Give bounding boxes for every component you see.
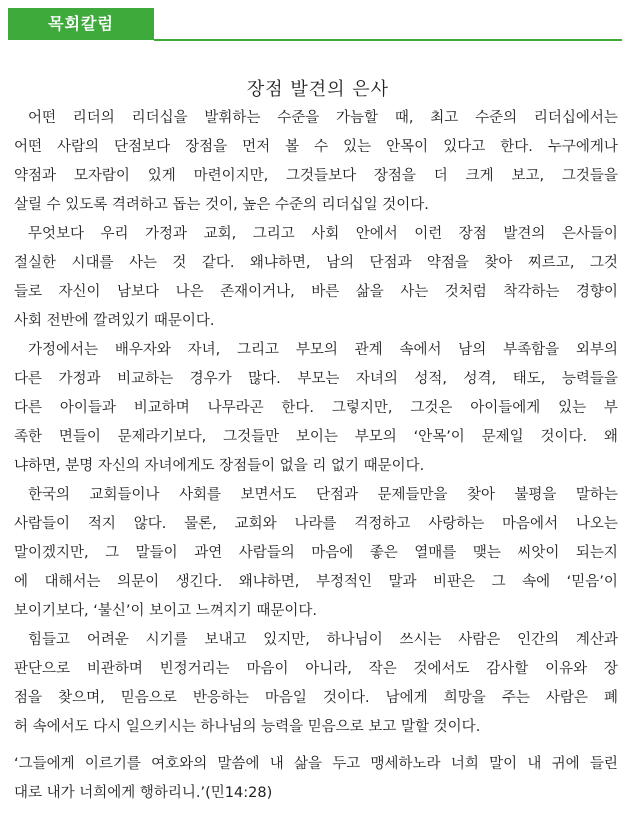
body-text-line: 살릴 수 있도록 격려하고 돕는 것이, 높은 수준의 리더십일 것이다. [14,197,429,213]
body-text-line: 들로 자신이 남보다 나은 존재이거나, 바른 삶을 사는 것처럼 착각하는 경향이 [14,284,618,300]
body-text-line: 약점과 모자람이 있게 마련이지만, 그것들보다 장점을 더 크게 보고, 그것들을 [14,168,618,184]
body-text-line: 어떤 사람의 단점보다 장점을 먼저 볼 수 있는 안목이 있다고 한다. 누구에게나 [14,139,618,155]
column-category-tab: 목회칼럼 [8,8,154,40]
body-text-line: 가정에서는 배우자와 자녀, 그리고 부모의 관계 속에서 남의 부족함을 외부의 [28,342,618,358]
article-title: 장점 발견의 은사 [246,79,390,100]
scripture-quote [14,750,618,808]
body-text-line: 허 속에서도 다시 일으키시는 하나님의 능력을 믿음으로 보고 말할 것이다. [14,719,481,735]
body-text-line: 판단으로 비관하며 빈정거리는 마음이 아니라, 작은 것에서도 감사할 이유와 장 [14,661,618,677]
body-text-line: 다른 가정과 비교하는 경우가 많다. 부모는 자녀의 성적, 성격, 태도, 능력들을 [14,371,618,387]
header-divider [154,39,622,41]
article-body [14,104,618,742]
body-text-line: 사람들이 적지 않다. 물론, 교회와 나라를 걱정하고 사랑하는 마음에서 나오는 [14,516,618,532]
body-text-line: 힘들고 어려운 시기를 보내고 있지만, 하나님이 쓰시는 사람은 인간의 계산과 [28,632,618,648]
body-text-line: 냐하면, 분명 자신의 자녀에게도 장점들이 없을 리 없기 때문이다. [14,458,425,474]
body-text-line: 말이겠지만, 그 말들이 과연 사람들의 마음에 좋은 열매를 맺는 씨앗이 되는지 [14,545,618,561]
body-text-line: 보이기보다, ‘불신’이 보이고 느껴지기 때문이다. [14,603,318,619]
body-text-line: 점을 찾으며, 믿음으로 반응하는 마음일 것이다. 남에게 희망을 주는 사람은 폐 [14,690,618,706]
quote-text-line: 대로 내가 너희에게 행하리니.’(민14:28) [14,785,273,801]
body-text-line: 족한 면들이 문제라기보다, 그것들만 보이는 부모의 ‘안목’이 문제일 것이다. 왜 [14,429,618,445]
body-text-line: 한국의 교회들이나 사회를 보면서도 단점과 문제들만을 찾아 불평을 말하는 [28,487,618,503]
body-text-line: 무엇보다 우리 가정과 교회, 그리고 사회 안에서 이런 장점 발견의 은사들이 [28,226,618,242]
column-header [8,8,622,42]
body-text-line: 사회 전반에 깔려있기 때문이다. [14,313,215,329]
body-text-line: 절실한 시대를 사는 것 같다. 왜냐하면, 남의 단점과 약점을 찾아 찌르고, 그것 [14,255,618,271]
quote-text-line: ‘그들에게 이르기를 여호와의 말씀에 내 삶을 두고 맹세하노라 너희 말이 내 귀에 들린 [14,756,618,772]
body-text-line: 다른 아이들과 비교하며 나무라곤 한다. 그렇지만, 그것은 아이들에게 있는 부 [14,400,618,416]
body-text-line: 어떤 리더의 리더십을 발휘하는 수준을 가늠할 때, 최고 수준의 리더십에서는 [28,110,618,126]
body-text-line: 에 대해서는 의문이 생긴다. 왜냐하면, 부정적인 말과 비판은 그 속에 ‘믿음’이 [14,574,618,590]
